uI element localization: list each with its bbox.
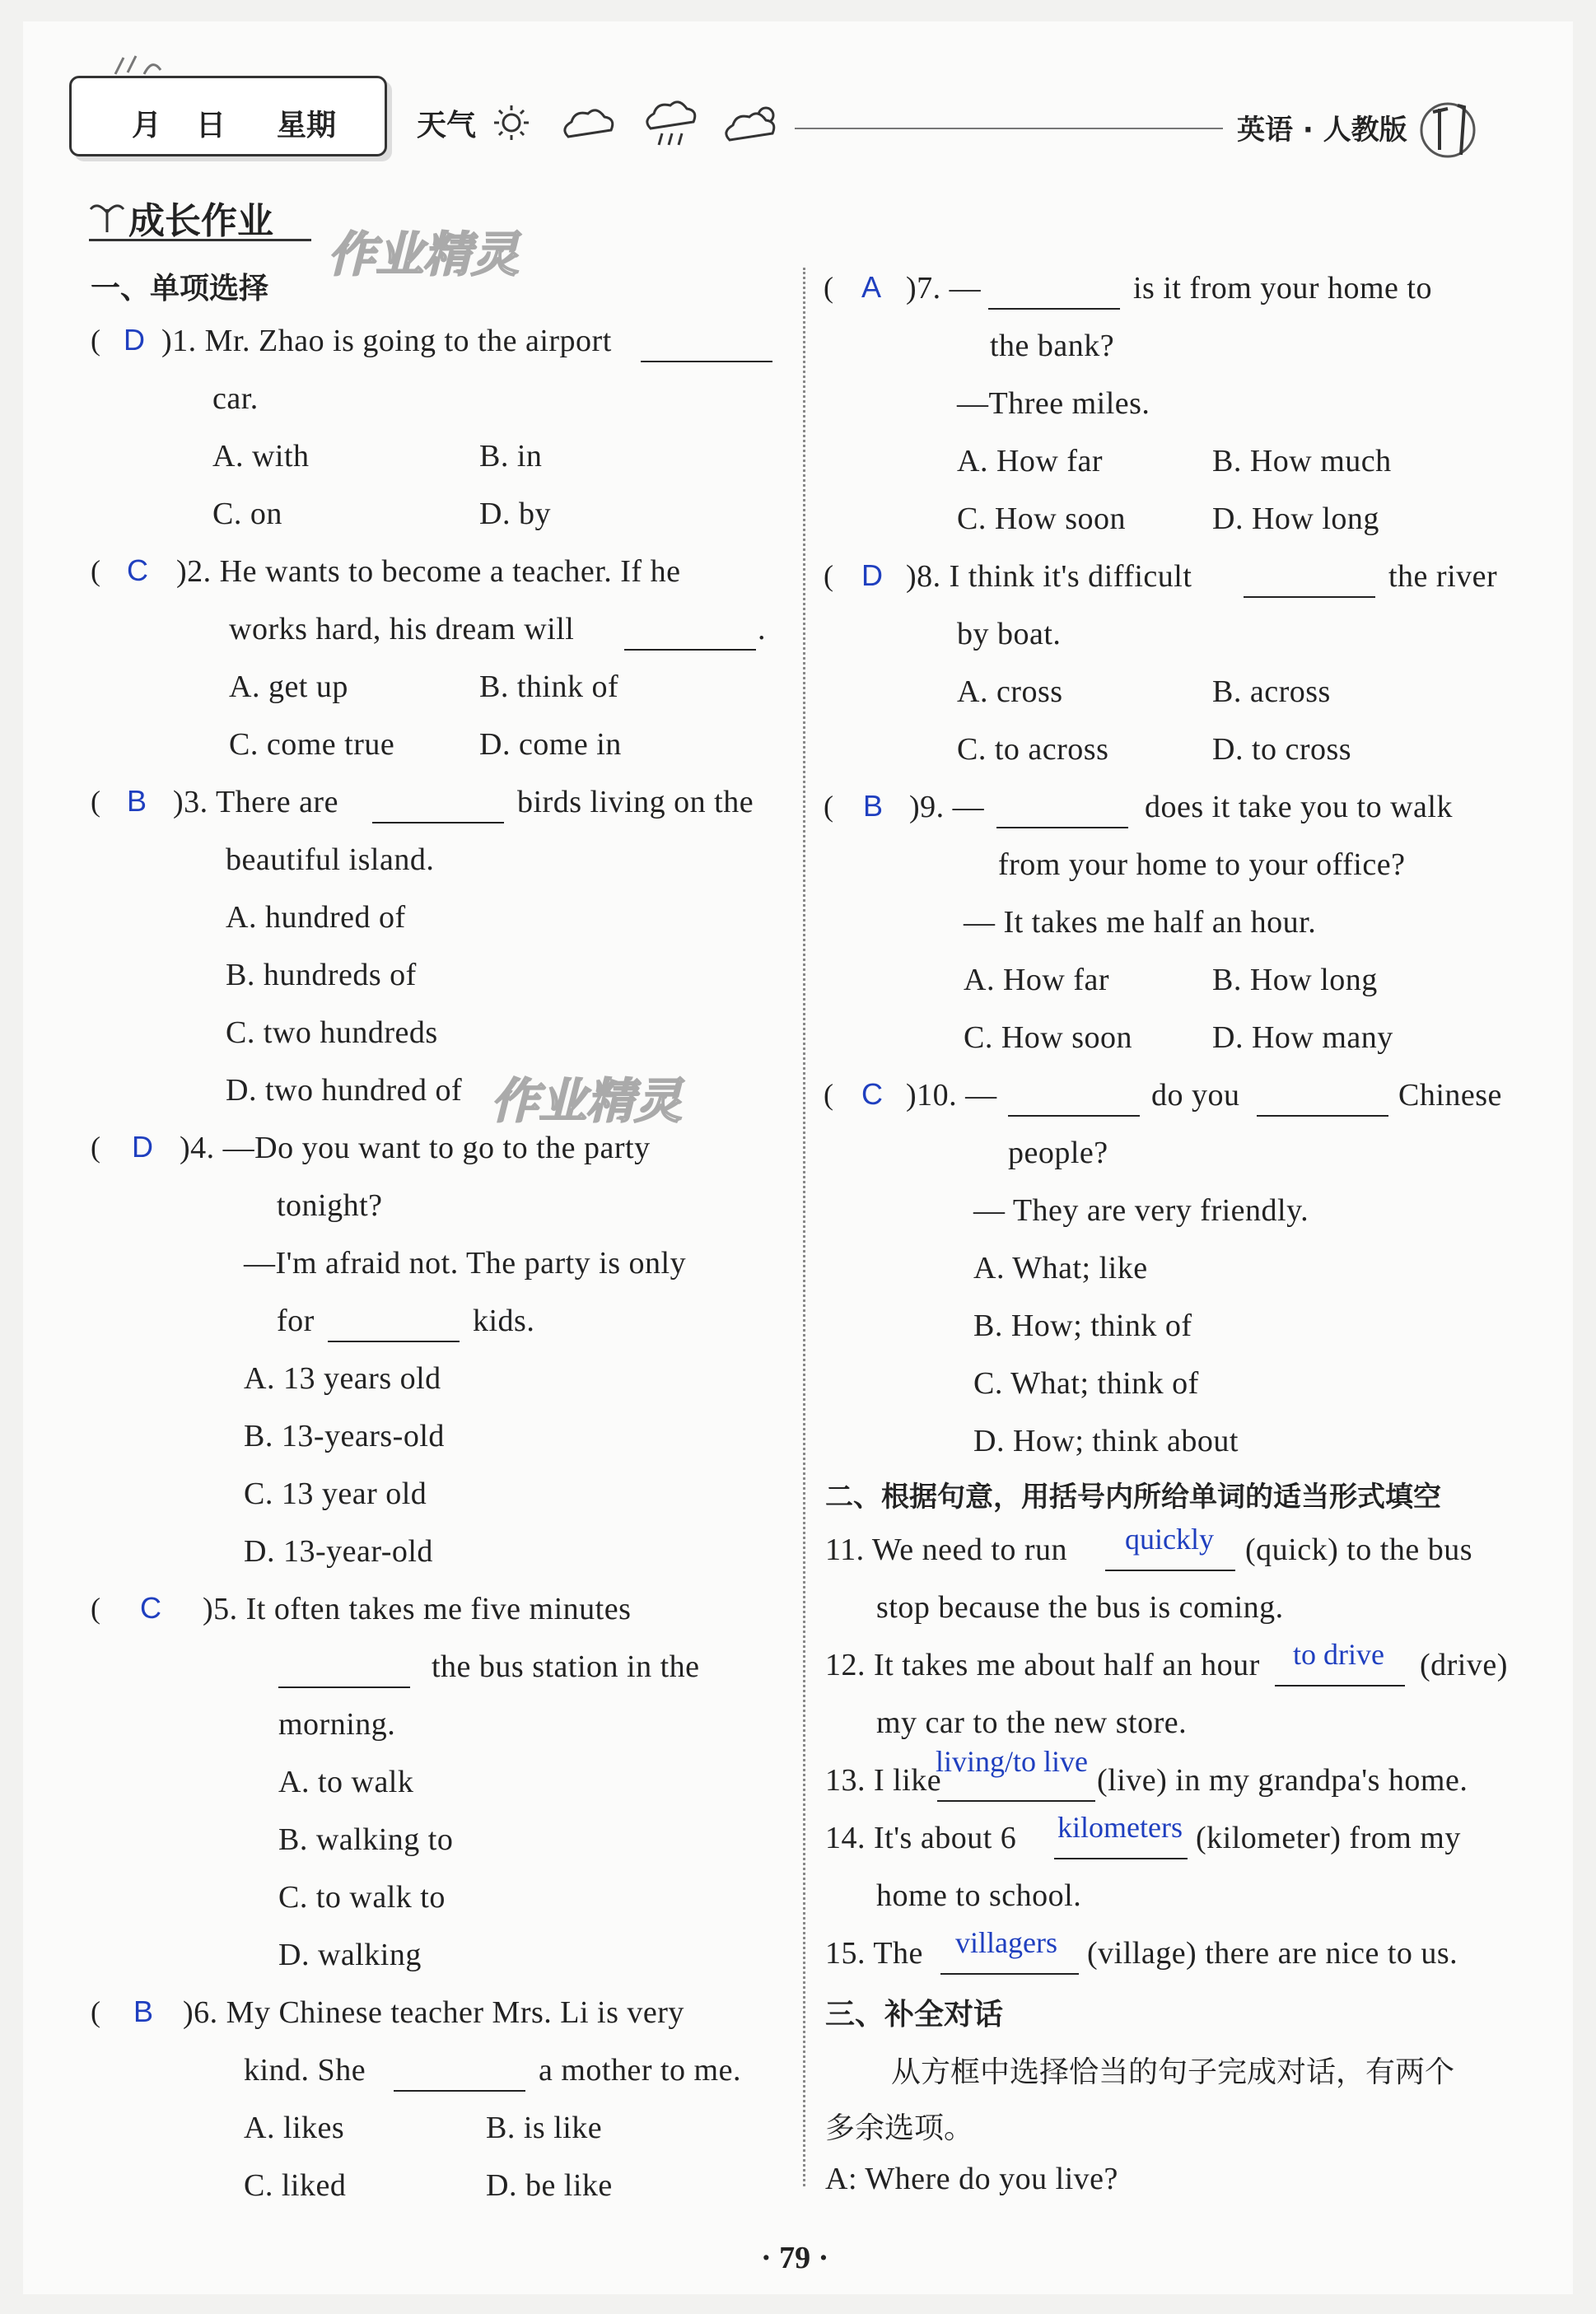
q5-option-d: D. walking xyxy=(278,1938,422,1972)
q15-fill: villagers xyxy=(955,1926,1057,1959)
q3-stem-b: birds living on the xyxy=(517,785,754,819)
title-underline xyxy=(89,239,311,241)
q10-blank-2 xyxy=(1257,1087,1388,1117)
q8-stem2: by boat. xyxy=(957,617,1062,651)
q12-text-a: 12. It takes me about half an hour xyxy=(825,1648,1260,1682)
q4-option-d: D. 13-year-old xyxy=(244,1534,433,1569)
q9-blank xyxy=(996,799,1128,828)
q7-stem2: the bank? xyxy=(990,329,1115,363)
watermark: 作业精灵 xyxy=(491,1073,683,1129)
watermark: 作业精灵 xyxy=(328,226,520,282)
q3-option-c: C. two hundreds xyxy=(226,1015,438,1050)
answer-q6: B xyxy=(133,1994,154,2028)
q5-option-b: B. walking to xyxy=(278,1822,454,1857)
q9-option-b: B. How long xyxy=(1212,963,1378,997)
q7-stem-a: )7. — xyxy=(906,271,982,306)
q10-blank-1 xyxy=(1008,1087,1140,1117)
q5-blank xyxy=(278,1659,410,1688)
part2-title: 二、根据句意，用括号内所给单词的适当形式填空 xyxy=(825,1481,1441,1514)
part3-instruction-2: 多余选项。 xyxy=(825,2111,974,2145)
sprout-icon xyxy=(89,198,125,234)
part3-instruction-1: 从方框中选择恰当的句子完成对话，有两个 xyxy=(891,2055,1455,2089)
q12-text-b: (drive) xyxy=(1420,1648,1508,1682)
month-label: 月 xyxy=(132,109,162,142)
q11-fill: quickly xyxy=(1125,1523,1214,1556)
q10-stem2: people? xyxy=(1008,1136,1108,1170)
answer-q3: B xyxy=(127,784,147,818)
q11-text-b: (quick) to the bus xyxy=(1245,1533,1473,1567)
q9-option-c: C. How soon xyxy=(964,1020,1133,1055)
part1-title: 一、单项选择 xyxy=(91,272,269,306)
q14-text-a: 14. It's about 6 xyxy=(825,1821,1017,1855)
q4-stem: )4. —Do you want to go to the party xyxy=(180,1131,651,1165)
q10-stem-b: do you xyxy=(1151,1078,1240,1113)
q3-stem2: beautiful island. xyxy=(226,842,435,877)
q7-stem-b: is it from your home to xyxy=(1133,271,1432,306)
q2-option-a: A. get up xyxy=(229,669,348,704)
q9-option-a: A. How far xyxy=(964,963,1110,997)
publisher-logo-icon xyxy=(1415,92,1489,166)
date-box xyxy=(69,76,387,156)
q1-stem2: car. xyxy=(212,381,259,416)
q7-stem3: —Three miles. xyxy=(957,386,1150,421)
q6-stem2b: a mother to me. xyxy=(539,2053,741,2088)
q4-option-b: B. 13-years-old xyxy=(244,1419,445,1453)
header-rule xyxy=(795,128,1223,129)
q3-stem-a: )3. There are xyxy=(173,785,338,819)
q1-option-b: B. in xyxy=(479,439,543,474)
answer-q8: D xyxy=(861,558,883,592)
sun-icon xyxy=(492,104,530,142)
q8-option-c: C. to across xyxy=(957,732,1109,767)
q7-option-a: A. How far xyxy=(957,444,1104,478)
q8-stem-a: )8. I think it's difficult xyxy=(906,559,1192,594)
sparkle-icon xyxy=(107,49,173,82)
column-divider xyxy=(803,268,805,2186)
q7-blank xyxy=(988,280,1120,310)
part3-title: 三、补全对话 xyxy=(825,1998,1004,2032)
q4-option-a: A. 13 years old xyxy=(244,1361,441,1396)
page-number: · 79 · xyxy=(761,2241,829,2275)
q1-option-c: C. on xyxy=(212,497,282,531)
q8-option-b: B. across xyxy=(1212,674,1331,709)
q2-stem2: works hard, his dream will xyxy=(229,612,575,646)
q14-text-c: home to school. xyxy=(876,1878,1082,1913)
q4-stem3: —I'm afraid not. The party is only xyxy=(244,1246,687,1281)
q4-blank xyxy=(328,1313,460,1342)
q6-stem2a: kind. She xyxy=(244,2053,366,2088)
q10-option-a: A. What; like xyxy=(973,1251,1148,1285)
q7-option-c: C. How soon xyxy=(957,502,1127,536)
q3-option-b: B. hundreds of xyxy=(226,958,417,992)
q5-stem: )5. It often takes me five minutes xyxy=(203,1592,632,1626)
q4-stem4b: kids. xyxy=(473,1304,535,1338)
q8-option-a: A. cross xyxy=(957,674,1063,709)
q2-option-b: B. think of xyxy=(479,669,619,704)
q14-fill: kilometers xyxy=(1057,1811,1183,1844)
q10-option-c: C. What; think of xyxy=(973,1366,1199,1401)
q10-option-b: B. How; think of xyxy=(973,1309,1192,1343)
partly-cloudy-icon xyxy=(723,99,786,148)
answer-q1: D xyxy=(124,323,145,357)
q9-stem-a: )9. — xyxy=(909,790,985,824)
section-title: 成长作业 xyxy=(128,200,273,242)
q7-option-b: B. How much xyxy=(1212,444,1392,478)
q6-option-b: B. is like xyxy=(486,2111,603,2145)
q3-option-d: D. two hundred of xyxy=(226,1073,463,1108)
q12-text-c: my car to the new store. xyxy=(876,1705,1188,1740)
q11-text-c: stop because the bus is coming. xyxy=(876,1590,1284,1625)
cloud-icon xyxy=(560,105,618,143)
q10-option-d: D. How; think about xyxy=(973,1424,1239,1458)
rain-icon xyxy=(642,100,700,150)
q7-option-d: D. How long xyxy=(1212,502,1379,536)
q8-stem-b: the river xyxy=(1388,559,1498,594)
q15-text-a: 15. The xyxy=(825,1936,923,1971)
q5-option-c: C. to walk to xyxy=(278,1880,446,1915)
q1-blank xyxy=(641,333,772,362)
q5-option-a: A. to walk xyxy=(278,1765,414,1799)
q4-stem2: tonight? xyxy=(277,1188,383,1223)
day-label: 日 xyxy=(196,109,226,142)
q2-stem: )2. He wants to become a teacher. If he xyxy=(176,554,681,589)
q13-text-a: 13. I like xyxy=(825,1763,942,1798)
answer-q2: C xyxy=(127,553,148,587)
q1-option-a: A. with xyxy=(212,439,310,474)
q1-option-d: D. by xyxy=(479,497,551,531)
answer-q5: C xyxy=(140,1591,161,1625)
q13-text-b: (live) in my grandpa's home. xyxy=(1097,1763,1468,1798)
q5-stem2: the bus station in the xyxy=(432,1649,700,1684)
q4-stem4a: for xyxy=(277,1304,315,1338)
q3-blank xyxy=(372,794,504,823)
q4-option-c: C. 13 year old xyxy=(244,1477,427,1511)
subject-label: 英语 · 人教版 xyxy=(1237,114,1407,147)
q13-fill: living/to live xyxy=(936,1745,1088,1778)
q6-option-c: C. liked xyxy=(244,2168,347,2203)
q15-text-b: (village) there are nice to us. xyxy=(1087,1936,1458,1971)
q6-stem: )6. My Chinese teacher Mrs. Li is very xyxy=(183,1995,684,2030)
q9-stem2: from your home to your office? xyxy=(998,847,1406,882)
q12-fill: to drive xyxy=(1293,1638,1384,1671)
q8-option-d: D. to cross xyxy=(1212,732,1352,767)
q14-text-b: (kilometer) from my xyxy=(1196,1821,1461,1855)
q2-option-d: D. come in xyxy=(479,727,622,762)
q10-stem-a: )10. — xyxy=(906,1078,997,1113)
q6-blank xyxy=(394,2062,525,2092)
q10-stem-c: Chinese xyxy=(1398,1078,1502,1113)
q9-stem-b: does it take you to walk xyxy=(1145,790,1453,824)
q10-stem3: — They are very friendly. xyxy=(973,1193,1309,1228)
q6-option-a: A. likes xyxy=(244,2111,345,2145)
q8-blank xyxy=(1244,568,1375,598)
q11-text-a: 11. We need to run xyxy=(825,1533,1068,1567)
q3-option-a: A. hundred of xyxy=(226,900,406,935)
weekday-label: 星期 xyxy=(277,109,337,142)
q2-option-c: C. come true xyxy=(229,727,395,762)
weather-label: 天气 xyxy=(417,109,477,142)
q9-stem3: — It takes me half an hour. xyxy=(964,905,1317,940)
q9-option-d: D. How many xyxy=(1212,1020,1393,1055)
answer-q7: A xyxy=(861,270,882,304)
answer-q4: D xyxy=(132,1130,153,1164)
q1-stem: )1. Mr. Zhao is going to the airport xyxy=(161,324,612,358)
dialogue-line-1: A: Where do you live? xyxy=(825,2162,1118,2196)
answer-q10: C xyxy=(861,1077,883,1111)
q2-blank xyxy=(624,621,756,651)
q5-stem3: morning. xyxy=(278,1707,396,1742)
answer-q9: B xyxy=(863,789,884,823)
q6-option-d: D. be like xyxy=(486,2168,613,2203)
